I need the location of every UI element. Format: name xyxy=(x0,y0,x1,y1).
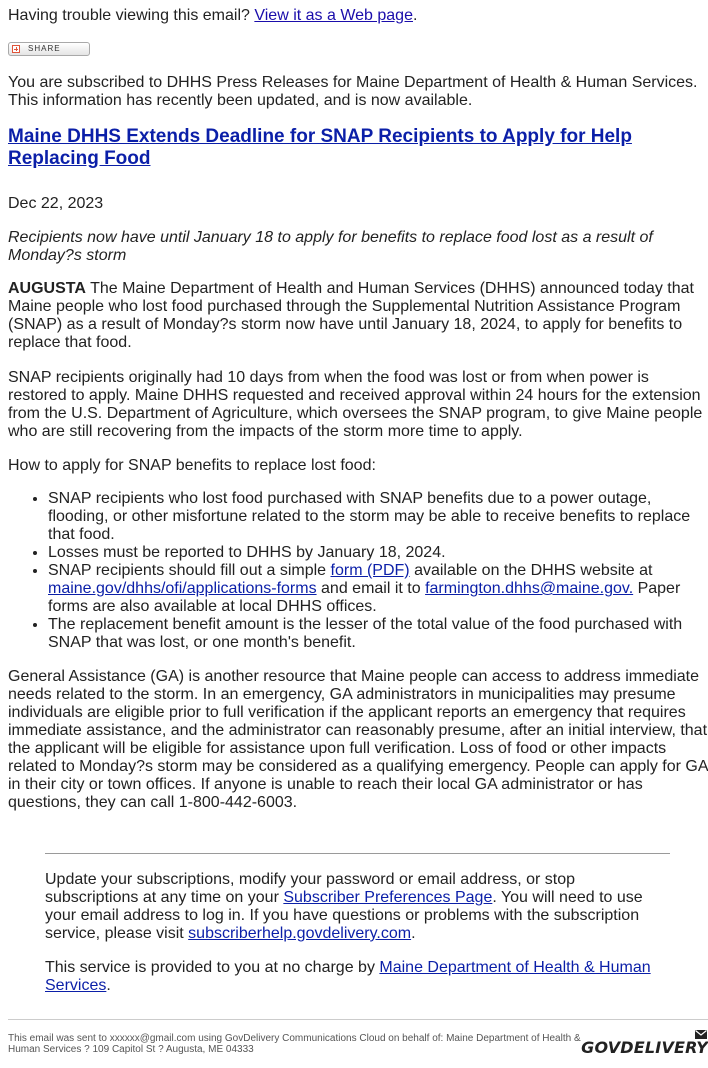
headline-container xyxy=(8,126,700,170)
paragraph-intro-text: The Maine Department of Health and Human Services (DHHS) announced today that Maine people who lost food purchased through the Supplemental Nutrition Assistance Program (SNAP) as a result of Monday?s storm now have until January 18, 2024, to apply for benefits to replace that food. xyxy=(8,280,694,351)
subheading: Recipients now have until January 18 to apply for benefits to replace food lost as a result of Monday?s storm xyxy=(8,229,653,264)
footer2-period: . xyxy=(106,977,111,994)
footer-divider xyxy=(45,853,670,854)
subscription-management-text xyxy=(45,871,670,943)
farmington-email-link[interactable]: farmington.dhhs@maine.gov. xyxy=(425,580,634,597)
bullet3-text-mid2: and email it to xyxy=(316,580,426,597)
view-web-page-link[interactable]: View it as a Web page xyxy=(254,7,413,24)
govdelivery-logo[interactable] xyxy=(581,1030,708,1057)
subscriber-preferences-link[interactable]: Subscriber Preferences Page xyxy=(283,889,493,906)
subscription-notice xyxy=(8,74,708,110)
footer1-text-mid: . You will need to use your email address to log in. If you have questions or problems with the subscription service, please visit xyxy=(45,889,643,942)
subscription-line-2: This information has recently been updated, and is now available. xyxy=(8,92,473,109)
trouble-viewing-line xyxy=(8,7,417,25)
trouble-period: . xyxy=(412,7,418,24)
subscription-line-1: You are subscribed to DHHS Press Releases for Maine Department of Health & Human Services. xyxy=(8,74,698,91)
service-provider-text xyxy=(45,959,670,995)
bullet3-text-mid: available on the DHHS website at xyxy=(409,562,653,579)
paragraph-intro xyxy=(8,280,700,352)
maine-dhhs-link[interactable]: Maine Department of Health & Human Services xyxy=(45,959,651,994)
share-button[interactable] xyxy=(8,42,90,56)
paragraph-general-assistance: General Assistance (GA) is another resource that Maine people can access to address immediate needs related to the storm. In an emergency, GA administrators in municipalities may presume individuals are eligible prior to full verification if the applicant reports an emergency that requires immediate assistance, and the administrator can reasonably presume, after an initial interview, that the applicant will be eligible for assistance upon full verification. Loss of food or other impacts related to Monday?s storm may be considered as a qualifying emergency. People can apply for GA in their city or town offices. If anyone is unable to reach their local GA administrator or has questions, they can call 1-800-442-6003. xyxy=(8,668,708,811)
form-pdf-link[interactable]: form (PDF) xyxy=(330,562,410,579)
dateline: AUGUSTA xyxy=(8,280,86,297)
share-label: SHARE xyxy=(28,44,61,53)
bottom-divider xyxy=(8,1019,708,1020)
paragraph-extension: SNAP recipients originally had 10 days from when the food was lost or from when power is restored to apply. Maine DHHS requested and received approval within 24 hours for the extension from the U.S. Department of Agriculture, which oversees the SNAP program, to give Maine people who are still recovering from the impacts of the storm more time to apply. xyxy=(8,369,703,440)
footer1-text-pre: Update your subscriptions, modify your password or email address, or stop subscriptions at any time on your xyxy=(45,871,576,906)
plus-icon xyxy=(12,45,20,53)
footer1-period: . xyxy=(411,925,416,942)
govdelivery-logo-text: GOVDELIVERY xyxy=(581,1038,708,1057)
list-item: • The replacement benefit amount is the lesser of the total value of the food purchased with SNAP that was lost, or one month's benefit. xyxy=(48,616,700,652)
how-to-apply-list xyxy=(8,490,700,652)
list-item xyxy=(48,562,700,616)
headline-link[interactable]: Maine DHHS Extends Deadline for SNAP Recipients to Apply for Help Replacing Food xyxy=(8,126,632,169)
paragraph-how-to-apply: How to apply for SNAP benefits to replace lost food: xyxy=(8,457,376,474)
sent-to-notice: This email was sent to xxxxxx@gmail.com using GovDelivery Communications Cloud on behalf of: Maine Department of Health & Human Services ? 109 Capitol St ? Augusta, ME 04333 xyxy=(8,1033,581,1055)
bullet3-text-post: Paper forms are also available at local DHHS offices. xyxy=(48,580,681,615)
subscriber-help-link[interactable]: subscriberhelp.govdelivery.com xyxy=(188,925,412,942)
list-item: • SNAP recipients who lost food purchased with SNAP benefits due to a power outage, flooding, or other misfortune related to the storm may be able to receive benefits to replace that food. xyxy=(48,490,700,544)
publish-date: Dec 22, 2023 xyxy=(8,195,104,212)
trouble-text: Having trouble viewing this email? xyxy=(8,7,250,24)
applications-forms-link[interactable]: maine.gov/dhhs/ofi/applications-forms xyxy=(48,580,317,597)
list-item: • Losses must be reported to DHHS by January 18, 2024. xyxy=(48,544,700,562)
bullet3-text-pre: SNAP recipients should fill out a simple xyxy=(48,562,331,579)
footer2-text-pre: This service is provided to you at no charge by xyxy=(45,959,380,976)
